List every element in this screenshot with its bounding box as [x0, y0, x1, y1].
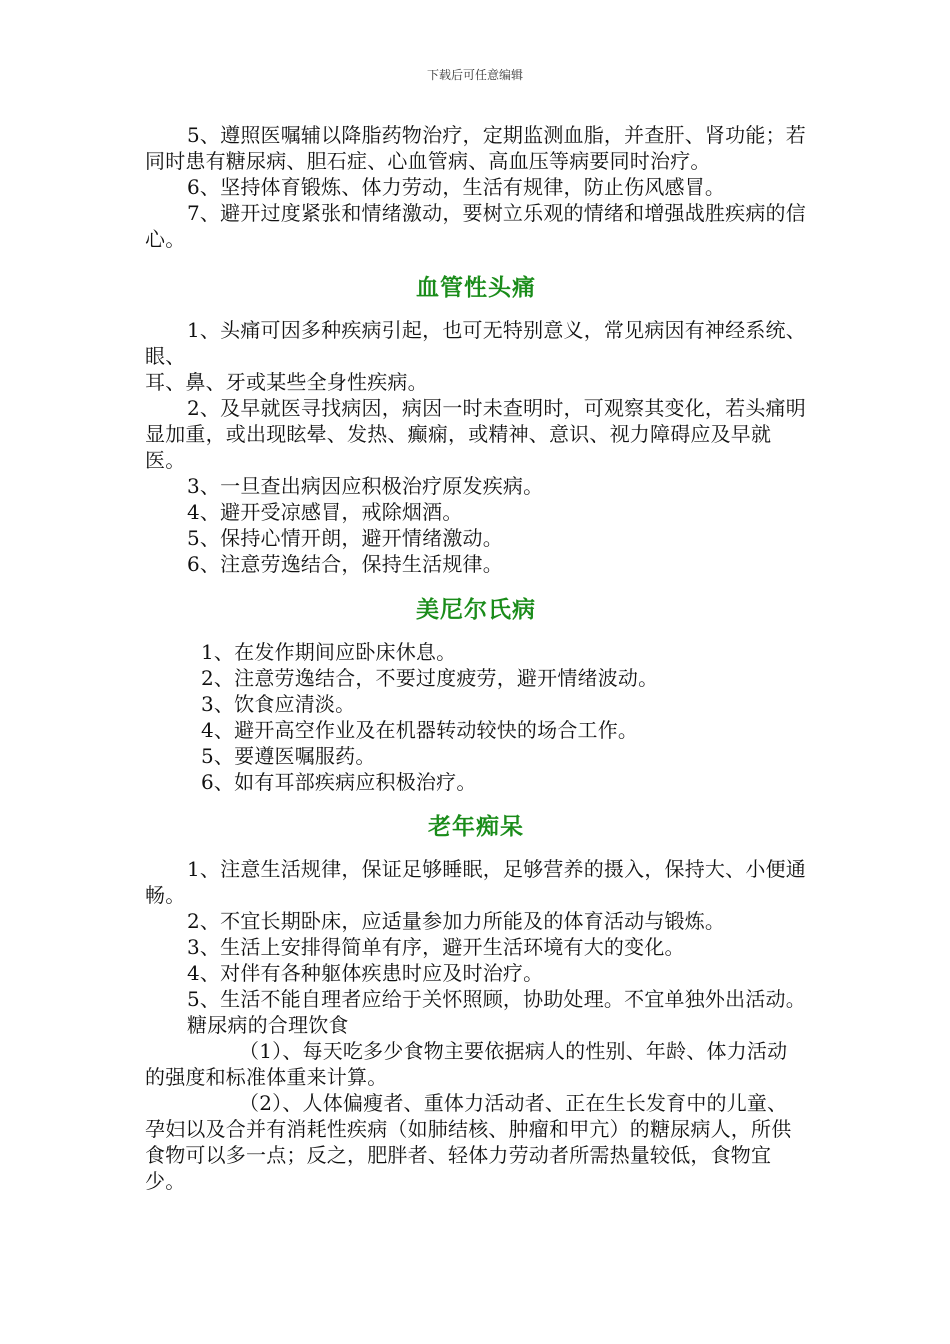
section-dementia: [145, 808, 807, 1194]
paragraph: 6、坚持体育锻炼、体力劳动，生活有规律，防止伤风感冒。: [187, 175, 726, 199]
list-item: 4、对伴有各种躯体疾患时应及时治疗。: [187, 961, 544, 985]
section-title: 美尼尔氏病: [416, 597, 536, 623]
section-title: 老年痴呆: [428, 814, 524, 840]
list-item: 6、注意劳逸结合，保持生活规律。: [187, 552, 503, 576]
paragraph: 7、避开过度紧张和情绪激动，要树立乐观的情绪和增强战胜疾病的信心。: [145, 201, 806, 251]
list-item: 5、生活不能自理者应给于关怀照顾，协助处理。不宜单独外出活动。: [187, 987, 806, 1011]
list-item: 3、饮食应清淡。: [201, 692, 356, 716]
list-item: 3、生活上安排得简单有序，避开生活环境有大的变化。: [187, 935, 685, 959]
list-item: 4、避开高空作业及在机器转动较快的场合工作。: [201, 718, 639, 742]
section-menieres: [145, 591, 807, 795]
subheading: 糖尿病的合理饮食: [187, 1013, 349, 1037]
paragraph: 5、遵照医嘱辅以降脂药物治疗，定期监测血脂，并查肝、肾功能；若同时患有糖尿病、胆石症、心血管病、高血压等病要同时治疗。: [145, 123, 806, 173]
section-title: 血管性头痛: [416, 275, 536, 301]
section-vascular-headache: [145, 269, 807, 577]
list-item: 6、如有耳部疾病应积极治疗。: [201, 770, 477, 794]
diet-item: （1）、每天吃多少食物主要依据病人的性别、年龄、体力活动的强度和标准体重来计算。: [145, 1039, 788, 1089]
list-item: 2、不宜长期卧床，应适量参加力所能及的体育活动与锻炼。: [187, 909, 726, 933]
list-item: 1、注意生活规律，保证足够睡眠，足够营养的摄入，保持大、小便通畅。: [145, 857, 806, 907]
list-item: 1、在发作期间应卧床休息。: [201, 640, 457, 664]
list-item: 2、及早就医寻找病因，病因一时未查明时，可观察其变化，若头痛明显加重，或出现眩晕、发热、癫痫，或精神、意识、视力障碍应及早就医。: [145, 396, 806, 472]
list-item: 3、一旦查出病因应积极治疗原发疾病。: [187, 474, 544, 498]
list-item: 4、避开受凉感冒，戒除烟酒。: [187, 500, 463, 524]
list-item: 5、要遵医嘱服药。: [201, 744, 376, 768]
diet-item: （2）、人体偏瘦者、重体力活动者、正在生长发育中的儿童、孕妇以及合并有消耗性疾病（如肺结核、肿瘤和甲亢）的糖尿病人，所供食物可以多一点；反之，肥胖者、轻体力劳动者所需热量较低，食物宜少。: [145, 1091, 792, 1193]
list-item: 5、保持心情开朗，避开情绪激动。: [187, 526, 503, 550]
list-item: 1、头痛可因多种疾病引起，也可无特别意义，常见病因有神经系统、眼、: [145, 318, 806, 368]
list-item: 2、注意劳逸结合，不要过度疲劳，避开情绪波动。: [201, 666, 659, 690]
page-header: 下载后可任意编辑: [426, 68, 523, 82]
document-body: [145, 122, 807, 1194]
list-item: 耳、鼻、牙或某些全身性疾病。: [145, 370, 428, 394]
